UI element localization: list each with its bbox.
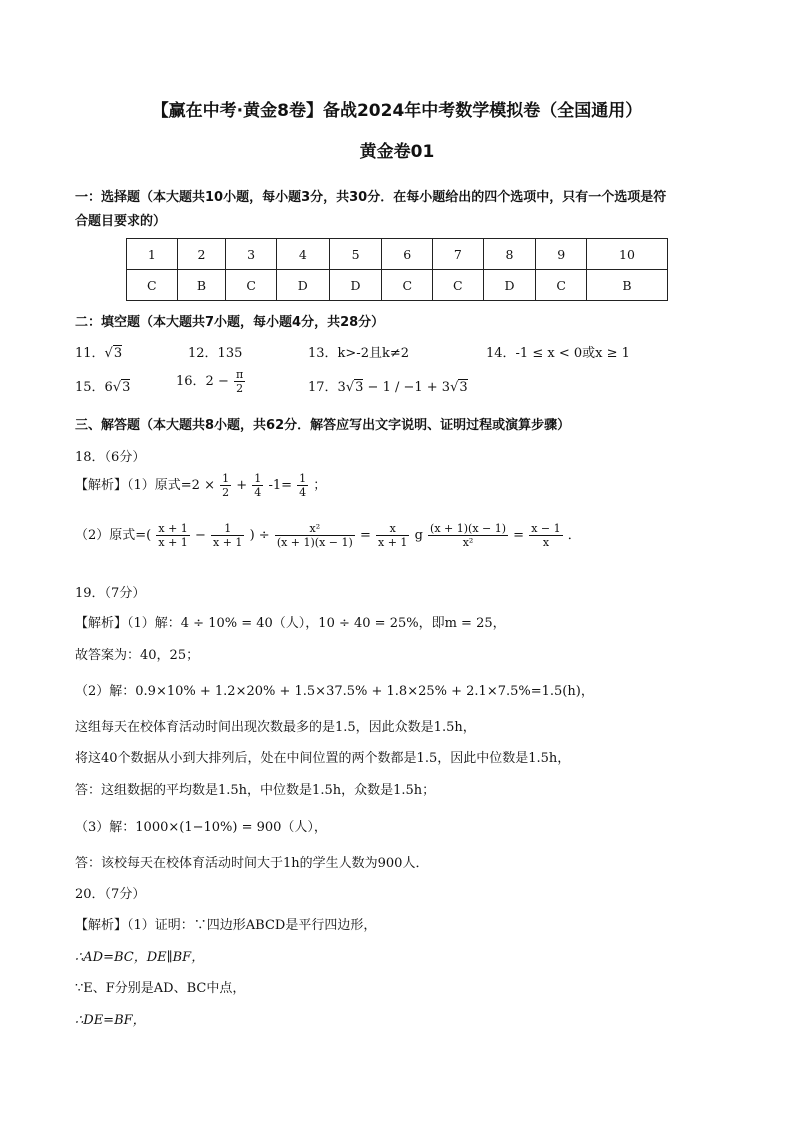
fraction: $\frac{x + 1}{x + 1}$: [158, 522, 188, 549]
fraction: $\frac{\pi}{2}$: [235, 368, 244, 395]
fraction: $\frac{1}{4}$: [299, 472, 307, 499]
answer-table-cell: 10: [587, 239, 668, 270]
fraction: $\frac{1}{4}$: [254, 472, 262, 499]
answer-table-cell: C: [226, 270, 277, 301]
question-18-label: 18．（6分）: [75, 450, 146, 465]
answer-12: 12．135: [188, 346, 243, 361]
page-title: 【赢在中考·黄金8卷】备战2024年中考数学模拟卷（全国通用）: [151, 101, 643, 121]
section1-heading: 一：选择题（本大题共10小题，每小题3分，共30分．在每小题给出的四个选项中，只有一个选项是符: [75, 190, 667, 205]
section2-heading: 二：填空题（本大题共7小题，每小题4分，共28分）: [75, 315, 385, 330]
fraction: $\frac{1}{x + 1}$: [213, 522, 243, 549]
question-19-line: 答：该校每天在校体育活动时间大于1h的学生人数为900人．: [75, 856, 429, 871]
question-19-line: 这组每天在校体育活动时间出现次数最多的是1.5，因此众数是1.5h，: [75, 720, 476, 735]
question-19-label: 19．（7分）: [75, 586, 146, 601]
question-19-line: （2）解：0.9×10% + 1.2×20% + 1.5×37.5% + 1.8×25% + 2.1×7.5%=1.5(h)，: [75, 684, 594, 699]
section3-heading: 三、解答题（本大题共8小题，共62分．解答应写出文字说明、证明过程或演算步骤）: [75, 418, 571, 433]
fraction: $\frac{x}{x + 1}$: [378, 522, 408, 549]
answer-table-cell: 7: [433, 239, 484, 270]
fraction: $\frac{(x + 1)(x - 1)}{\text{x²}}$: [430, 522, 507, 549]
answer-table-cell: 3: [226, 239, 277, 270]
question-19-line: 答：这组数据的平均数是1.5h，中位数是1.5h，众数是1.5h；: [75, 783, 436, 798]
page-subtitle: 黄金卷01: [359, 142, 435, 162]
answer-13: 13．k>-2且k≠2: [308, 346, 410, 361]
question-20-line: ∴AD=BC，DE∥BF，: [75, 950, 205, 965]
answer-table-cell: C: [382, 270, 433, 301]
answer-table-cell: C: [536, 270, 587, 301]
answer-17: 17．3√3 − 1 / −1 + 3√3: [308, 380, 468, 395]
question-19-line: （3）解：1000×(1−10%) = 900（人），: [75, 820, 327, 835]
answer-table-cell: B: [587, 270, 668, 301]
question-19-line: 故答案为：40，25；: [75, 648, 200, 663]
fraction: $\frac{x - 1}{x}$: [531, 522, 561, 549]
question-18-part2: （2）原式=( $\frac{x + 1}{x + 1}$ − $\frac{1}{x + 1}$ ) ÷ $\frac{\text{x²}}{(x + 1)(x - 1)}$ = $\frac{x}{x + 1}$ g $\frac{(x + 1)(x - 1)}{\text{x²}}$ = $\frac{x - 1}{x}$ ．: [75, 522, 581, 549]
answer-table-cell: C: [127, 270, 178, 301]
answer-table-answer-row: [127, 270, 668, 301]
answer-11: 11．√3: [75, 346, 123, 361]
answer-table-cell: D: [276, 270, 329, 301]
question-19-line: 【解析】（1）解：4 ÷ 10% = 40（人），10 ÷ 40 = 25%，即m = 25，: [75, 616, 506, 631]
answer-table-number-row: [127, 239, 668, 270]
answer-table-cell: 6: [382, 239, 433, 270]
answer-table-cell: 2: [177, 239, 226, 270]
fraction: $\frac{\text{x²}}{(x + 1)(x - 1)}$: [276, 522, 353, 549]
answer-table-cell: D: [329, 270, 382, 301]
answer-table-cell: 1: [127, 239, 178, 270]
answer-table: [126, 238, 668, 301]
answer-14: 14．-1 ≤ x < 0或x ≥ 1: [486, 346, 630, 361]
question-18-part1: 【解析】（1）原式=2 × $\frac{1}{2}$ + $\frac{1}{4}$ -1= $\frac{1}{4}$ ；: [75, 472, 327, 499]
answer-15: 15．6√3: [75, 380, 131, 395]
section1-heading-cont: 合题目要求的）: [75, 214, 167, 229]
answer-table-cell: B: [177, 270, 226, 301]
question-20-line: ∵E、F分别是AD、BC中点，: [75, 981, 246, 996]
question-20-label: 20．（7分）: [75, 887, 146, 902]
answer-16: 16．2 − $\frac{\pi}{2}$: [176, 368, 244, 395]
answer-table-cell: C: [433, 270, 484, 301]
question-20-line: 【解析】（1）证明：∵四边形ABCD是平行四边形，: [75, 918, 377, 933]
answer-table-cell: 5: [329, 239, 382, 270]
answer-table-cell: 9: [536, 239, 587, 270]
answer-table-cell: D: [483, 270, 536, 301]
question-19-line: 将这40个数据从小到大排列后，处在中间位置的两个数都是1.5，因此中位数是1.5h，: [75, 751, 571, 766]
question-20-line: ∴DE=BF，: [75, 1013, 146, 1028]
answer-table-cell: 4: [276, 239, 329, 270]
answer-table-cell: 8: [483, 239, 536, 270]
fraction: $\frac{1}{2}$: [222, 472, 230, 499]
